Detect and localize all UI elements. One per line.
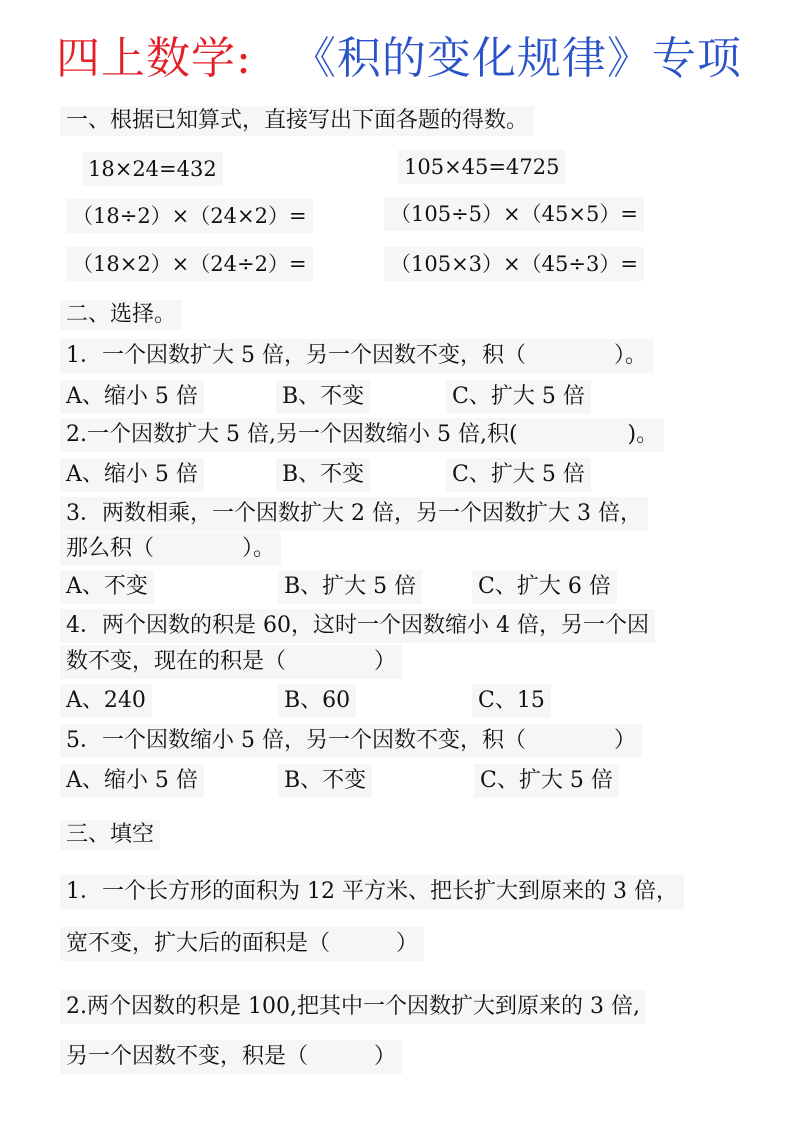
choice-q5-option-a: A、缩小 5 倍 xyxy=(60,764,204,798)
choice-q3-option-a: A、不变 xyxy=(60,570,154,604)
given-equation-left: 18×24=432 xyxy=(82,152,223,186)
title-prefix: 四上数学: xyxy=(56,33,252,84)
choice-question-4-line-1: 4．两个因数的积是 60，这时一个因数缩小 4 倍，另一个因 xyxy=(60,609,655,643)
choice-q4-option-c: C、15 xyxy=(472,684,551,718)
fill-question-1-line-1: 1．一个长方形的面积为 12 平方米、把长扩大到原来的 3 倍， xyxy=(60,875,684,909)
choice-question-4-line-2: 数不变，现在的积是（ ） xyxy=(60,645,402,679)
choice-q2-option-a: A、缩小 5 倍 xyxy=(60,458,204,492)
choice-q1-option-b: B、不变 xyxy=(276,380,370,414)
fill-question-1-line-2: 宽不变，扩大后的面积是（ ） xyxy=(60,927,424,961)
equation-left-1: （18÷2）×（24×2）= xyxy=(66,199,313,233)
title-topic: 《积的变化规律》专项 xyxy=(291,33,742,84)
section-3-heading: 三、填空 xyxy=(60,820,160,850)
choice-q4-option-b: B、60 xyxy=(278,684,356,718)
choice-q4-option-a: A、240 xyxy=(60,684,152,718)
page-title xyxy=(56,30,742,88)
choice-q1-option-a: A、缩小 5 倍 xyxy=(60,380,204,414)
given-equation-right: 105×45=4725 xyxy=(398,150,565,184)
section-2-heading: 二、选择。 xyxy=(60,300,182,330)
fill-question-2-line-2: 另一个因数不变，积是（ ） xyxy=(60,1040,402,1074)
choice-question-3-line-2: 那么积（ ）。 xyxy=(60,532,281,566)
fill-question-2-line-1: 2.两个因数的积是 100,把其中一个因数扩大到原来的 3 倍, xyxy=(60,990,646,1024)
choice-q3-option-b: B、扩大 5 倍 xyxy=(278,570,422,604)
choice-q5-option-b: B、不变 xyxy=(278,764,372,798)
equation-left-2: （18×2）×（24÷2）= xyxy=(66,247,313,281)
choice-q3-option-c: C、扩大 6 倍 xyxy=(472,570,617,604)
choice-question-5: 5．一个因数缩小 5 倍，另一个因数不变，积（ ） xyxy=(60,724,642,758)
equation-right-2: （105×3）×（45÷3）= xyxy=(384,247,644,281)
choice-q1-option-c: C、扩大 5 倍 xyxy=(446,380,591,414)
choice-question-1: 1．一个因数扩大 5 倍，另一个因数不变，积（ ）。 xyxy=(60,339,653,373)
choice-q2-option-c: C、扩大 5 倍 xyxy=(446,458,591,492)
section-1-heading: 一、根据已知算式，直接写出下面各题的得数。 xyxy=(60,106,534,136)
choice-question-2: 2.一个因数扩大 5 倍,另一个因数缩小 5 倍,积( )。 xyxy=(60,418,664,452)
choice-q2-option-b: B、不变 xyxy=(276,458,370,492)
choice-question-3-line-1: 3．两数相乘，一个因数扩大 2 倍，另一个因数扩大 3 倍， xyxy=(60,497,648,531)
choice-q5-option-c: C、扩大 5 倍 xyxy=(474,764,619,798)
equation-right-1: （105÷5）×（45×5）= xyxy=(384,197,644,231)
